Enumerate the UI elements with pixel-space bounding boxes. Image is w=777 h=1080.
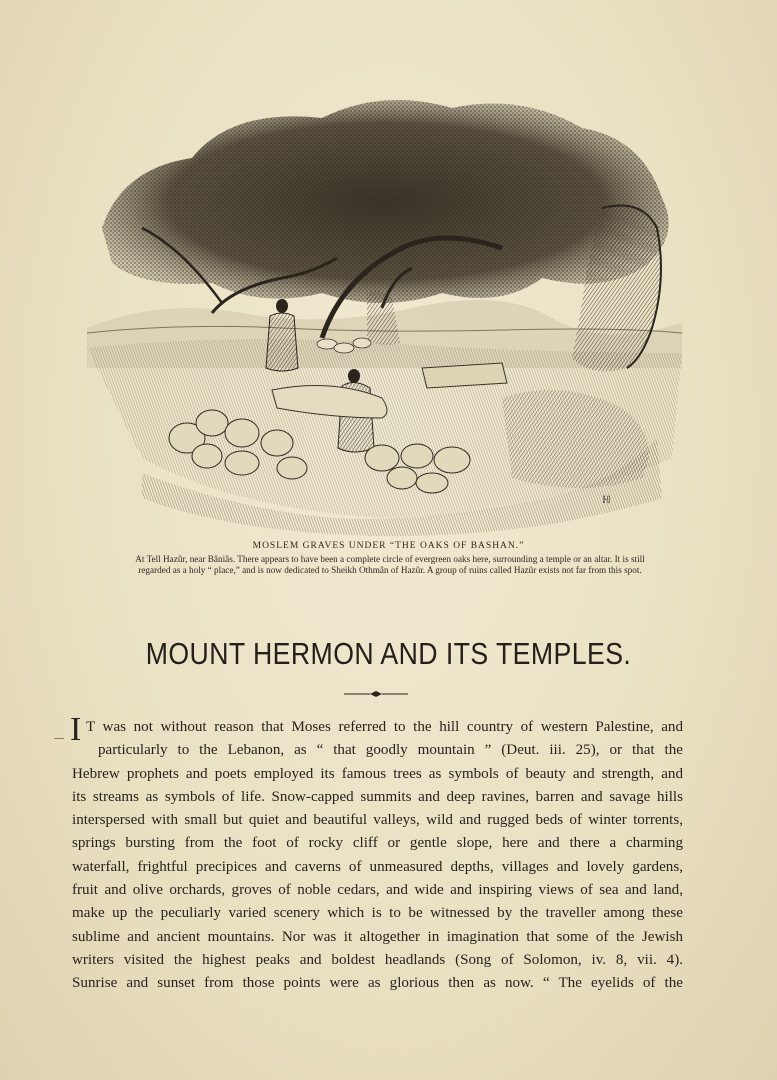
body-line: interspersed with small but quiet and beautiful valleys, wild and rugged beds of winter torrents,: [72, 812, 683, 829]
body-line: waterfall, frightful precipices and caverns of unmeasured depths, villages and lovely gardens,: [72, 858, 683, 875]
body-line: its streams as symbols of life. Snow-capped summits and deep ravines, barren and savage hills: [72, 788, 683, 805]
caption-line: At Tell Hazûr, near Bâniâs. There appears to have been a complete circle of evergreen oaks here, surrounding a temple or an altar. It is still: [135, 554, 645, 564]
ornamental-rule: [344, 688, 408, 700]
drop-cap: I: [70, 711, 82, 748]
body-line: springs bursting from the foot of rocky cliff or gentle slope, here and there a charming: [72, 835, 683, 852]
margin-mark: [54, 738, 64, 739]
body-line: make up the peculiarly varied scenery which is to be witnessed by the traveller among these: [72, 905, 683, 922]
chapter-heading: MOUNT HERMON AND ITS TEMPLES.: [145, 636, 632, 671]
body-line: Hebrew prophets and poets employed its famous trees as symbols of beauty and strength, and: [72, 765, 683, 782]
body-line: particularly to the Lebanon, as “ that goodly mountain ” (Deut. iii. 25), or that the: [98, 742, 683, 759]
standing-figure: [266, 299, 298, 371]
body-line: writers visited the highest peaks and boldest headlands (Song of Solomon, iv. 8, vii. 4).: [72, 951, 683, 968]
body-line: Sunrise and sunset from those points were as glorious then as now. “ The eyelids of the: [72, 975, 683, 992]
body-text: [72, 716, 683, 996]
svg-text:ℍ: ℍ: [602, 495, 611, 506]
caption-body: [70, 554, 710, 576]
engraving-illustration: [82, 78, 692, 538]
body-line: T was not without reason that Moses referred to the hill country of western Palestine, and: [86, 719, 683, 735]
body-line: sublime and ancient mountains. Nor was it altogether in imagination that some of the Jewish: [72, 928, 683, 945]
caption-line: regarded as a holy “ place,” and is now dedicated to Sheikh Othmân of Hazûr. A group of ruins called Hazûr exists not far from this spot.: [138, 565, 642, 575]
caption-title: MOSLEM GRAVES UNDER “THE OAKS OF BASHAN.”: [252, 541, 525, 551]
body-line: fruit and olive orchards, groves of noble cedars, and wide and inspiring views of sea and land,: [72, 882, 683, 899]
